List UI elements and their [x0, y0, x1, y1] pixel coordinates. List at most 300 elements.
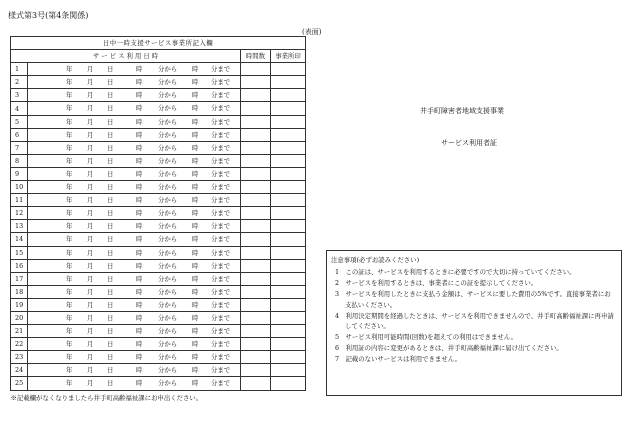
hours-cell[interactable] — [241, 338, 271, 351]
log-row — [11, 351, 306, 364]
date-unit-label: 年 — [66, 274, 73, 283]
date-unit-label: 分から — [158, 222, 178, 231]
date-unit-label: 時 — [136, 366, 143, 375]
date-unit-label: 分から — [158, 130, 178, 139]
log-row — [11, 167, 306, 180]
date-unit-label: 時 — [136, 287, 143, 296]
date-unit-label: 時 — [136, 300, 143, 309]
hours-cell[interactable] — [241, 298, 271, 311]
usage-datetime-cell[interactable] — [28, 298, 241, 311]
seal-cell[interactable] — [271, 272, 306, 285]
date-unit-label: 月 — [87, 209, 94, 218]
date-unit-label: 月 — [87, 248, 94, 257]
date-unit-label: 分まで — [211, 353, 231, 362]
usage-datetime-cell[interactable] — [28, 377, 241, 390]
date-unit-label: 時 — [136, 327, 143, 336]
note-item: 7 記載のないサービスは利用できません。 — [335, 355, 461, 364]
date-unit-label: 分から — [158, 379, 178, 388]
date-unit-label: 分まで — [211, 117, 231, 126]
usage-datetime-cell[interactable] — [28, 233, 241, 246]
date-unit-label: 時 — [192, 222, 199, 231]
hours-cell[interactable] — [241, 181, 271, 194]
date-unit-label: 日 — [107, 235, 114, 244]
log-row — [11, 272, 306, 285]
date-unit-label: 時 — [192, 91, 199, 100]
date-unit-label: 年 — [66, 248, 73, 257]
date-unit-label: 年 — [66, 91, 73, 100]
date-unit-label: 日 — [107, 117, 114, 126]
row-number: 19 — [11, 298, 28, 311]
date-unit-label: 分から — [158, 65, 178, 74]
hours-cell[interactable] — [241, 167, 271, 180]
seal-cell[interactable] — [271, 311, 306, 324]
date-unit-label: 時 — [136, 261, 143, 270]
date-unit-label: 日 — [107, 209, 114, 218]
seal-cell[interactable] — [271, 181, 306, 194]
date-unit-label: 年 — [66, 143, 73, 152]
date-unit-label: 時 — [136, 196, 143, 205]
row-number: 25 — [11, 377, 28, 390]
date-unit-label: 時 — [192, 183, 199, 192]
date-unit-label: 時 — [136, 340, 143, 349]
date-unit-label: 年 — [66, 379, 73, 388]
date-unit-label: 分まで — [211, 183, 231, 192]
date-unit-label: 分から — [158, 313, 178, 322]
form-number: 様式第3号(第4条関係) — [8, 11, 89, 20]
date-unit-label: 時 — [136, 65, 143, 74]
date-unit-label: 時 — [136, 156, 143, 165]
date-unit-label: 日 — [107, 327, 114, 336]
usage-datetime-cell[interactable] — [28, 154, 241, 167]
log-row — [11, 76, 306, 89]
usage-datetime-cell[interactable] — [28, 272, 241, 285]
date-unit-label: 分から — [158, 366, 178, 375]
date-unit-label: 日 — [107, 78, 114, 87]
log-row — [11, 220, 306, 233]
date-unit-label: 時 — [192, 78, 199, 87]
date-unit-label: 時 — [192, 156, 199, 165]
date-unit-label: 日 — [107, 313, 114, 322]
date-unit-label: 分から — [158, 196, 178, 205]
log-row — [11, 311, 306, 324]
usage-datetime-cell[interactable] — [28, 220, 241, 233]
usage-datetime-cell[interactable] — [28, 128, 241, 141]
date-unit-label: 分まで — [211, 65, 231, 74]
hours-cell[interactable] — [241, 128, 271, 141]
row-number: 16 — [11, 259, 28, 272]
date-unit-label: 年 — [66, 65, 73, 74]
log-row — [11, 285, 306, 298]
date-unit-label: 分から — [158, 261, 178, 270]
usage-datetime-cell[interactable] — [28, 338, 241, 351]
date-unit-label: 時 — [192, 327, 199, 336]
note-item: 3 サービスを利用したときに支払う金額は、サービスに要した費用の5%です。直接事業者にお支払いください。 — [335, 289, 611, 309]
seal-cell[interactable] — [271, 89, 306, 102]
row-number: 14 — [11, 233, 28, 246]
row-number: 9 — [11, 167, 28, 180]
log-row — [11, 194, 306, 207]
date-unit-label: 月 — [87, 300, 94, 309]
date-unit-label: 時 — [192, 300, 199, 309]
row-number: 18 — [11, 285, 28, 298]
date-unit-label: 月 — [87, 274, 94, 283]
date-unit-label: 日 — [107, 300, 114, 309]
seal-cell[interactable] — [271, 207, 306, 220]
date-unit-label: 分から — [158, 274, 178, 283]
date-unit-label: 分まで — [211, 287, 231, 296]
seal-column-header: 事業所印 — [271, 50, 306, 63]
date-unit-label: 月 — [87, 183, 94, 192]
date-unit-label: 時 — [136, 117, 143, 126]
log-row — [11, 364, 306, 377]
date-unit-label: 日 — [107, 274, 114, 283]
log-row — [11, 141, 306, 154]
date-unit-label: 日 — [107, 366, 114, 375]
date-unit-label: 時 — [192, 104, 199, 113]
date-unit-label: 年 — [66, 327, 73, 336]
date-unit-label: 分から — [158, 209, 178, 218]
hours-cell[interactable] — [241, 285, 271, 298]
hours-cell[interactable] — [241, 154, 271, 167]
date-unit-label: 時 — [192, 274, 199, 283]
hours-cell[interactable] — [241, 115, 271, 128]
hours-cell[interactable] — [241, 102, 271, 115]
row-number: 2 — [11, 76, 28, 89]
usage-datetime-cell[interactable] — [28, 194, 241, 207]
row-number: 3 — [11, 89, 28, 102]
date-unit-label: 月 — [87, 130, 94, 139]
row-number: 6 — [11, 128, 28, 141]
date-unit-label: 時 — [192, 248, 199, 257]
hours-cell[interactable] — [241, 351, 271, 364]
log-row — [11, 154, 306, 167]
seal-cell[interactable] — [271, 377, 306, 390]
log-row — [11, 207, 306, 220]
date-unit-label: 分から — [158, 248, 178, 257]
date-unit-label: 時 — [192, 235, 199, 244]
date-unit-label: 時 — [192, 117, 199, 126]
date-unit-label: 分から — [158, 183, 178, 192]
date-unit-label: 時 — [192, 379, 199, 388]
date-unit-label: 月 — [87, 327, 94, 336]
date-unit-label: 分から — [158, 143, 178, 152]
date-unit-label: 時 — [136, 209, 143, 218]
date-unit-label: 分から — [158, 156, 178, 165]
date-unit-label: 月 — [87, 366, 94, 375]
date-unit-label: 時 — [136, 104, 143, 113]
usage-datetime-cell[interactable] — [28, 167, 241, 180]
date-unit-label: 日 — [107, 340, 114, 349]
date-unit-label: 月 — [87, 143, 94, 152]
date-unit-label: 時 — [192, 143, 199, 152]
date-unit-label: 月 — [87, 104, 94, 113]
date-unit-label: 日 — [107, 183, 114, 192]
hours-cell[interactable] — [241, 207, 271, 220]
notes-list — [331, 267, 617, 365]
date-unit-label: 年 — [66, 235, 73, 244]
usage-datetime-cell[interactable] — [28, 364, 241, 377]
date-unit-label: 時 — [192, 340, 199, 349]
seal-cell[interactable] — [271, 259, 306, 272]
date-unit-label: 時 — [192, 130, 199, 139]
row-number: 22 — [11, 338, 28, 351]
seal-cell[interactable] — [271, 338, 306, 351]
notes-heading: 注意事項(必ずお読みください) — [331, 256, 420, 264]
usage-datetime-cell[interactable] — [28, 351, 241, 364]
log-row — [11, 181, 306, 194]
date-unit-label: 年 — [66, 287, 73, 296]
date-unit-label: 時 — [192, 313, 199, 322]
log-row — [11, 338, 306, 351]
date-unit-label: 年 — [66, 366, 73, 375]
date-unit-label: 分まで — [211, 196, 231, 205]
date-unit-label: 年 — [66, 130, 73, 139]
date-unit-label: 月 — [87, 261, 94, 270]
date-unit-label: 月 — [87, 235, 94, 244]
date-unit-label: 分から — [158, 104, 178, 113]
date-unit-label: 年 — [66, 209, 73, 218]
date-unit-label: 分まで — [211, 143, 231, 152]
seal-cell[interactable] — [271, 141, 306, 154]
seal-cell[interactable] — [271, 167, 306, 180]
usage-datetime-cell[interactable] — [28, 285, 241, 298]
date-unit-label: 分まで — [211, 261, 231, 270]
date-unit-label: 日 — [107, 287, 114, 296]
usage-datetime-cell[interactable] — [28, 89, 241, 102]
date-unit-label: 時 — [136, 78, 143, 87]
date-unit-label: 月 — [87, 340, 94, 349]
usage-datetime-cell[interactable] — [28, 207, 241, 220]
date-unit-label: 分まで — [211, 91, 231, 100]
date-unit-label: 日 — [107, 104, 114, 113]
date-unit-label: 月 — [87, 117, 94, 126]
seal-cell[interactable] — [271, 63, 306, 76]
date-unit-label: 分から — [158, 91, 178, 100]
date-unit-label: 日 — [107, 261, 114, 270]
date-unit-label: 月 — [87, 313, 94, 322]
seal-cell[interactable] — [271, 128, 306, 141]
log-row — [11, 233, 306, 246]
date-unit-label: 分から — [158, 117, 178, 126]
hours-cell[interactable] — [241, 76, 271, 89]
date-unit-label: 分まで — [211, 235, 231, 244]
date-unit-label: 分まで — [211, 222, 231, 231]
date-unit-label: 月 — [87, 169, 94, 178]
seal-cell[interactable] — [271, 285, 306, 298]
date-unit-label: 年 — [66, 183, 73, 192]
date-unit-label: 時 — [136, 130, 143, 139]
seal-cell[interactable] — [271, 351, 306, 364]
hours-cell[interactable] — [241, 364, 271, 377]
date-unit-label: 分まで — [211, 313, 231, 322]
date-unit-label: 分から — [158, 235, 178, 244]
date-unit-label: 分まで — [211, 340, 231, 349]
hours-cell[interactable] — [241, 141, 271, 154]
date-unit-label: 分まで — [211, 274, 231, 283]
row-number: 13 — [11, 220, 28, 233]
date-unit-label: 分から — [158, 327, 178, 336]
hours-cell[interactable] — [241, 194, 271, 207]
log-row — [11, 259, 306, 272]
note-item: 2 サービスを利用するときは、事業者にこの証を提示してください。 — [335, 278, 538, 287]
date-unit-label: 時 — [192, 209, 199, 218]
row-number: 8 — [11, 154, 28, 167]
date-unit-label: 月 — [87, 222, 94, 231]
usage-datetime-cell[interactable] — [28, 325, 241, 338]
date-unit-label: 年 — [66, 222, 73, 231]
date-unit-label: 月 — [87, 156, 94, 165]
log-row — [11, 89, 306, 102]
seal-cell[interactable] — [271, 364, 306, 377]
row-number: 17 — [11, 272, 28, 285]
date-unit-label: 年 — [66, 78, 73, 87]
date-unit-label: 分から — [158, 287, 178, 296]
date-unit-label: 時 — [136, 313, 143, 322]
date-unit-label: 日 — [107, 248, 114, 257]
date-unit-label: 日 — [107, 222, 114, 231]
note-item: 4 利用決定期間を経過したときは、サービスを利用できませんので、井手町高齢福祉課に再申請してください。 — [335, 311, 614, 331]
date-unit-label: 年 — [66, 340, 73, 349]
date-unit-label: 分まで — [211, 169, 231, 178]
date-unit-label: 年 — [66, 196, 73, 205]
date-unit-label: 日 — [107, 130, 114, 139]
date-unit-label: 年 — [66, 169, 73, 178]
usage-datetime-cell[interactable] — [28, 311, 241, 324]
date-unit-label: 月 — [87, 78, 94, 87]
log-row — [11, 102, 306, 115]
date-unit-label: 時 — [192, 65, 199, 74]
service-log-table — [10, 36, 306, 404]
date-unit-label: 分まで — [211, 379, 231, 388]
hours-cell[interactable] — [241, 220, 271, 233]
row-number: 1 — [11, 63, 28, 76]
date-unit-label: 年 — [66, 156, 73, 165]
date-unit-label: 年 — [66, 104, 73, 113]
seal-cell[interactable] — [271, 115, 306, 128]
date-unit-label: 日 — [107, 353, 114, 362]
log-row — [11, 128, 306, 141]
usage-datetime-cell[interactable] — [28, 141, 241, 154]
date-unit-label: 年 — [66, 261, 73, 270]
date-unit-label: 年 — [66, 313, 73, 322]
log-row — [11, 325, 306, 338]
date-unit-label: 時 — [136, 235, 143, 244]
row-number: 12 — [11, 207, 28, 220]
usage-datetime-cell[interactable] — [28, 259, 241, 272]
note-item: 1 この証は、サービスを利用するときに必要ですので大切に持っていてください。 — [335, 267, 576, 276]
row-number: 23 — [11, 351, 28, 364]
seal-cell[interactable] — [271, 246, 306, 259]
hours-cell[interactable] — [241, 63, 271, 76]
row-number: 11 — [11, 194, 28, 207]
usage-datetime-cell[interactable] — [28, 102, 241, 115]
log-footnote: ※記載欄がなくなりましたら井手町高齢福祉課にお申出ください。 — [10, 393, 203, 402]
side-label: (表面) — [302, 28, 322, 36]
usage-datetime-cell[interactable] — [28, 76, 241, 89]
date-unit-label: 月 — [87, 196, 94, 205]
hours-cell[interactable] — [241, 311, 271, 324]
date-unit-label: 時 — [136, 169, 143, 178]
row-number: 7 — [11, 141, 28, 154]
date-unit-label: 時 — [136, 353, 143, 362]
date-unit-label: 時 — [192, 261, 199, 270]
hours-cell[interactable] — [241, 272, 271, 285]
note-item: 6 利用証の内容に変更があるときは、井手町高齢福祉課に届け出てください。 — [335, 344, 563, 353]
date-unit-label: 分から — [158, 353, 178, 362]
seal-cell[interactable] — [271, 220, 306, 233]
date-unit-label: 時 — [192, 287, 199, 296]
date-unit-label: 時 — [192, 353, 199, 362]
hours-cell[interactable] — [241, 233, 271, 246]
seal-cell[interactable] — [271, 102, 306, 115]
date-unit-label: 時 — [192, 169, 199, 178]
row-number: 21 — [11, 325, 28, 338]
date-unit-label: 月 — [87, 65, 94, 74]
card-subtitle: サービス利用者証 — [441, 139, 497, 147]
date-unit-label: 分まで — [211, 130, 231, 139]
date-unit-label: 分まで — [211, 104, 231, 113]
seal-cell[interactable] — [271, 298, 306, 311]
hours-cell[interactable] — [241, 325, 271, 338]
log-row — [11, 298, 306, 311]
usage-datetime-cell[interactable] — [28, 115, 241, 128]
hours-cell[interactable] — [241, 246, 271, 259]
row-number: 20 — [11, 311, 28, 324]
date-unit-label: 日 — [107, 196, 114, 205]
date-unit-label: 分まで — [211, 248, 231, 257]
date-unit-label: 日 — [107, 156, 114, 165]
seal-cell[interactable] — [271, 154, 306, 167]
note-item: 5 サービス利用可能時間(回数)を超えての利用はできません。 — [335, 333, 517, 342]
row-number: 5 — [11, 115, 28, 128]
seal-cell[interactable] — [271, 194, 306, 207]
seal-cell[interactable] — [271, 233, 306, 246]
date-unit-label: 月 — [87, 353, 94, 362]
hours-cell[interactable] — [241, 89, 271, 102]
hours-cell[interactable] — [241, 377, 271, 390]
log-row — [11, 63, 306, 76]
date-unit-label: 分まで — [211, 156, 231, 165]
date-unit-label: 分から — [158, 78, 178, 87]
date-unit-label: 時 — [136, 274, 143, 283]
row-number: 4 — [11, 102, 28, 115]
date-unit-label: 分まで — [211, 78, 231, 87]
usage-datetime-cell[interactable] — [28, 181, 241, 194]
usage-datetime-cell[interactable] — [28, 246, 241, 259]
date-unit-label: 分まで — [211, 300, 231, 309]
date-unit-label: 時 — [136, 248, 143, 257]
program-title: 井手町障害者地域支援事業 — [420, 107, 504, 115]
seal-cell[interactable] — [271, 76, 306, 89]
date-unit-label: 分まで — [211, 209, 231, 218]
date-unit-label: 時 — [136, 91, 143, 100]
seal-cell[interactable] — [271, 325, 306, 338]
date-unit-label: 分まで — [211, 366, 231, 375]
date-unit-label: 月 — [87, 287, 94, 296]
date-unit-label: 時 — [192, 366, 199, 375]
date-unit-label: 分まで — [211, 327, 231, 336]
row-number: 10 — [11, 181, 28, 194]
date-unit-label: 年 — [66, 300, 73, 309]
date-unit-label: 日 — [107, 143, 114, 152]
usage-datetime-cell[interactable] — [28, 63, 241, 76]
hours-cell[interactable] — [241, 259, 271, 272]
log-row — [11, 377, 306, 390]
log-row — [11, 115, 306, 128]
date-unit-label: 時 — [136, 379, 143, 388]
date-unit-label: 日 — [107, 91, 114, 100]
hours-column-header: 時間数 — [241, 50, 271, 63]
